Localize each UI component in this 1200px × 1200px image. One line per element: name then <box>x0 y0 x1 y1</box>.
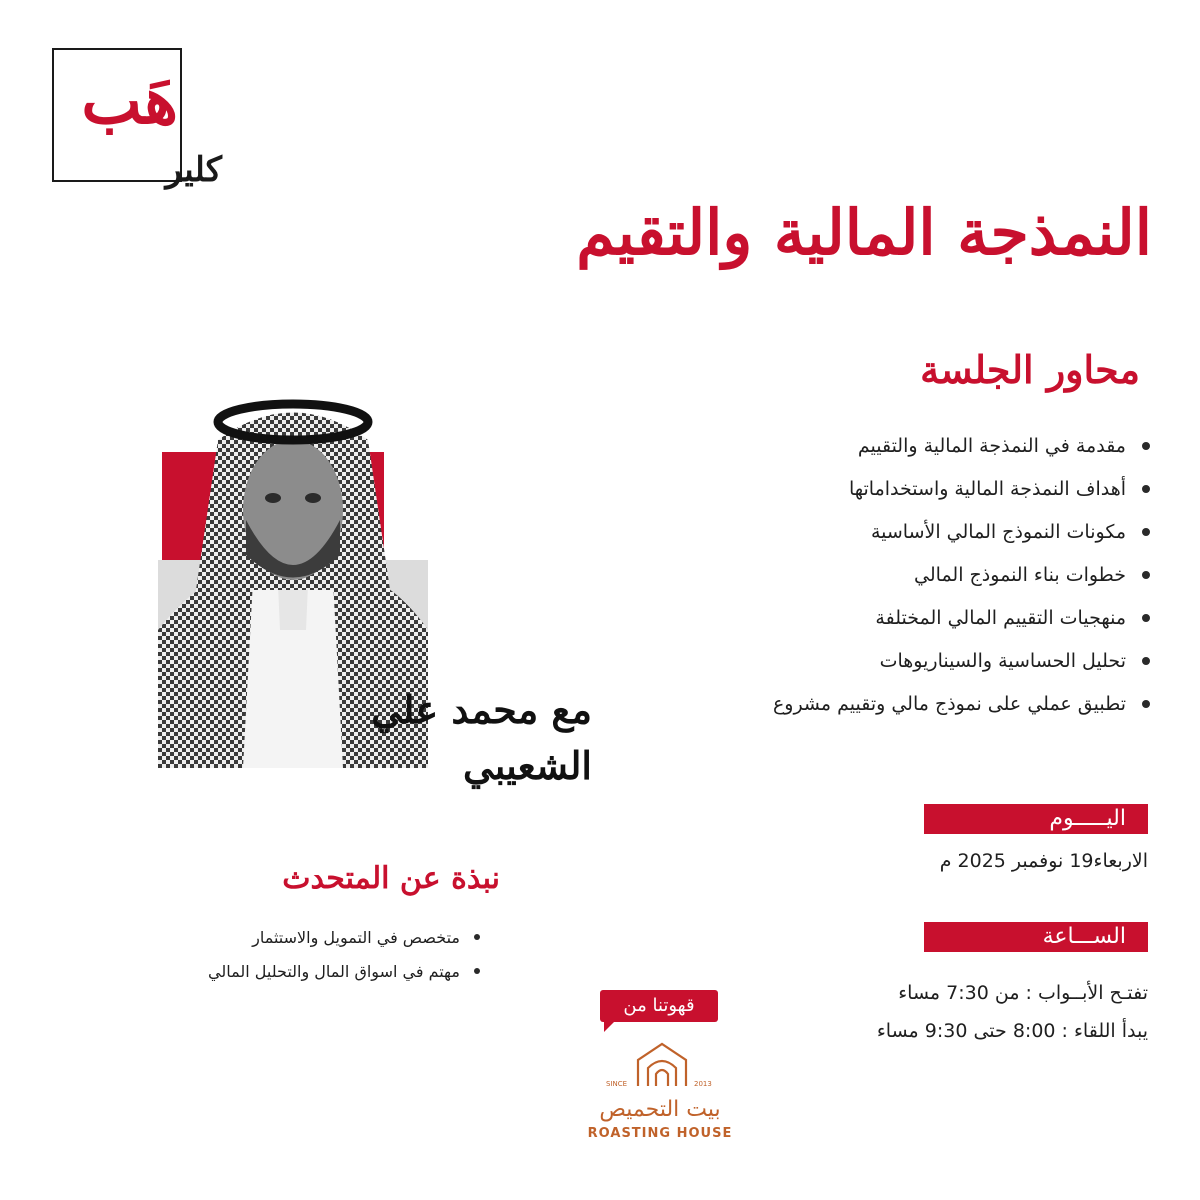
bubble-tail <box>604 1020 616 1032</box>
list-item: تطبيق عملي على نموذج مالي وتقييم مشروع <box>590 682 1150 725</box>
time-label-bar: الســـاعة <box>924 922 1148 952</box>
session-time: يبدأ اللقاء : 8:00 حتى 9:30 مساء <box>876 1020 1148 1042</box>
list-item: مكونات النموذج المالي الأساسية <box>590 510 1150 553</box>
coffee-bubble: قهوتنا من <box>600 990 718 1022</box>
speaker-name: مع محمد علي الشعيبي <box>371 687 592 788</box>
list-item: مقدمة في النمذجة المالية والتقييم <box>590 424 1150 467</box>
logo-sub-text: كلير <box>165 150 222 190</box>
list-item: منهجيات التقييم المالي المختلفة <box>590 596 1150 639</box>
since-label: SINCE <box>606 1080 628 1088</box>
since-year: 2013 <box>694 1080 712 1088</box>
bio-heading: نبذة عن المتحدث <box>282 861 500 896</box>
bullet-icon <box>1142 571 1150 579</box>
doors-open-time: تفتـح الأبــواب : من 7:30 مساء <box>898 982 1148 1004</box>
day-label-bar: اليـــــوم <box>924 804 1148 834</box>
bullet-icon <box>1142 700 1150 708</box>
sponsor-name-english: ROASTING HOUSE <box>587 1126 733 1141</box>
bullet-icon <box>1142 528 1150 536</box>
list-item: تحليل الحساسية والسيناريوهات <box>590 639 1150 682</box>
page-title: النمذجة المالية والتقيم <box>576 196 1152 269</box>
bullet-icon <box>1142 614 1150 622</box>
bullet-icon <box>1142 442 1150 450</box>
roasting-house-logo-icon <box>604 1038 720 1100</box>
bullet-icon <box>1142 485 1150 493</box>
agenda-list <box>590 424 1150 725</box>
bullet-icon <box>474 968 480 974</box>
list-item: خطوات بناء النموذج المالي <box>590 553 1150 596</box>
list-item: أهداف النمذجة المالية واستخداماتها <box>590 467 1150 510</box>
list-item: متخصص في التمويل والاستثمار <box>100 920 480 954</box>
bullet-icon <box>474 934 480 940</box>
day-value: الاربعاء19 نوفمبر 2025 م <box>939 850 1148 872</box>
agenda-heading: محاور الجلسة <box>920 347 1140 392</box>
list-item: مهتم في اسواق المال والتحليل المالي <box>100 954 480 988</box>
logo-main-text: هَب <box>81 64 178 139</box>
bullet-icon <box>1142 657 1150 665</box>
bio-list <box>100 920 480 988</box>
sponsor-name-arabic: بيت التحميص <box>599 1097 721 1122</box>
